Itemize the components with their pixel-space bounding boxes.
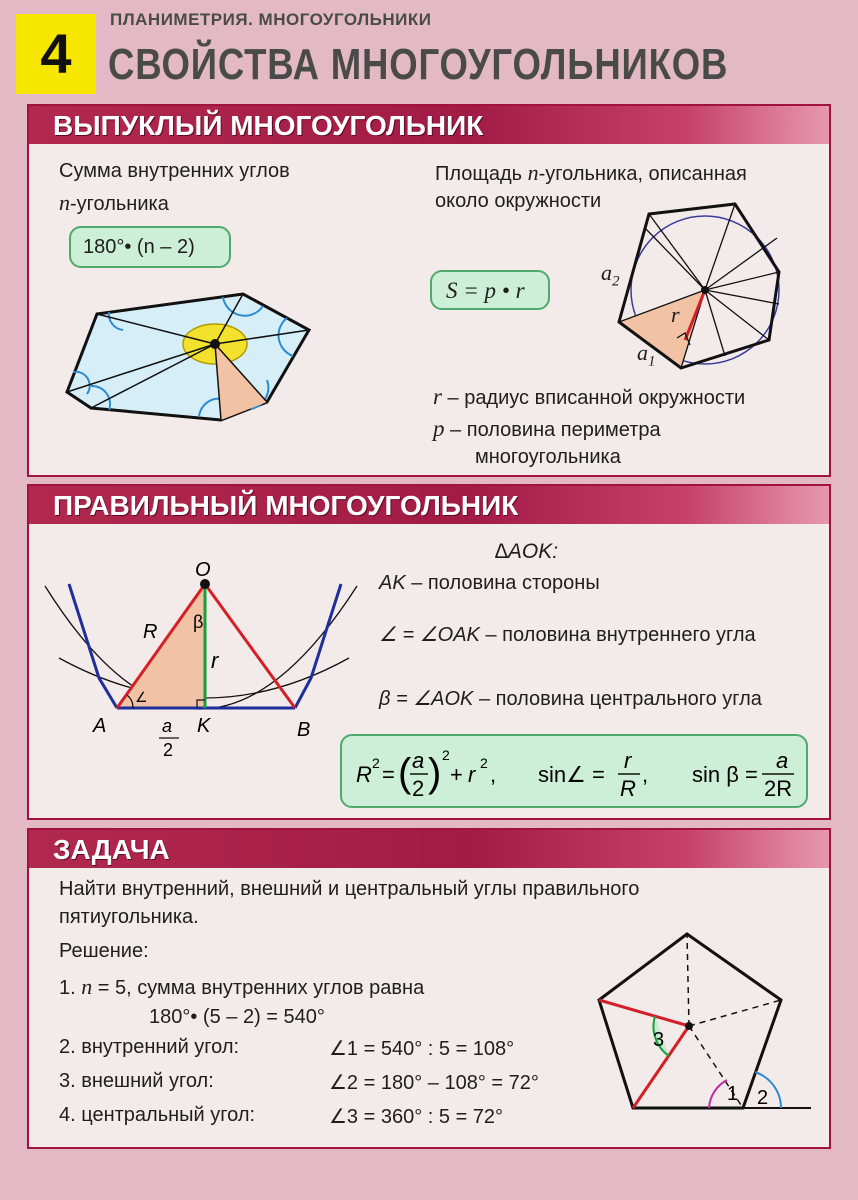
tangent-2	[705, 238, 777, 290]
center-point	[210, 339, 220, 349]
label-b: B	[297, 719, 311, 741]
a2-sub: 2	[612, 273, 620, 290]
tangent-4	[705, 290, 725, 356]
dash-right	[689, 1000, 781, 1026]
label-a: A	[93, 715, 107, 737]
f-sb-2R: 2R	[764, 776, 793, 801]
alpha-symbol: ∠ = ∠OAK	[379, 624, 480, 646]
alpha-text: – половина внутреннего угла	[479, 624, 756, 646]
f-sin-R: R	[620, 776, 636, 801]
area-text-line2: около окружности	[435, 190, 602, 212]
beta-symbol: β = ∠AOK	[379, 688, 474, 710]
f-lp: (	[398, 751, 412, 795]
ak-symbol: AK	[379, 572, 406, 594]
f-eq: =	[382, 762, 395, 787]
step-1-result: 180°• (5 – 2) = 540°	[149, 1006, 325, 1028]
label-o: O	[195, 559, 211, 581]
label-r: r	[671, 302, 680, 327]
ak-text: – половина стороны	[405, 572, 600, 594]
regular-polygon-panel	[27, 484, 831, 820]
label-r-big: R	[143, 621, 158, 643]
tangent-1	[645, 228, 705, 290]
label-half-a: a	[162, 716, 173, 736]
regular-formulas	[342, 736, 810, 810]
regular-formula-box	[340, 734, 808, 808]
radial-4	[705, 290, 769, 340]
r-text: – радиус вписанной окружности	[441, 387, 746, 409]
radial-3	[705, 272, 779, 290]
radial-1	[649, 214, 705, 290]
task-panel	[27, 828, 831, 1149]
f-sin-r: r	[624, 748, 632, 773]
step-4-value: ∠3 = 360° : 5 = 72°	[329, 1106, 504, 1128]
r-description	[433, 384, 745, 410]
regular-polygon-figure	[39, 532, 369, 792]
beta-text: – половина центрального угла	[473, 688, 762, 710]
regular-title: ПРАВИЛЬНЫЙ МНОГОУГОЛЬНИК	[53, 490, 519, 521]
side-ob	[205, 584, 295, 708]
f-R: R	[356, 762, 372, 787]
label-a2	[601, 260, 620, 290]
a1-sub: 1	[648, 353, 656, 370]
f-R-exp: 2	[372, 755, 380, 771]
area-n: n	[527, 160, 539, 185]
area-prefix: Площадь	[435, 163, 528, 185]
solution-label: Решение:	[59, 940, 149, 962]
sum-formula-box	[69, 226, 231, 268]
page-title: СВОЙСТВА МНОГОУГОЛЬНИКОВ	[108, 40, 729, 89]
f-comma: ,	[490, 762, 497, 787]
p-description-line2: многоугольника	[475, 446, 621, 468]
interior-angle-arc	[709, 1080, 727, 1108]
convex-title-bar	[29, 106, 829, 144]
red-left	[599, 1000, 689, 1026]
task-title: ЗАДАЧА	[53, 834, 170, 865]
label-half-2: 2	[163, 740, 174, 760]
area-suffix: -угольника, описанная	[538, 163, 747, 185]
f-paren-exp: 2	[442, 747, 450, 763]
label-alpha: ∠	[135, 689, 148, 705]
task-question-1: Найти внутренний, внешний и центральный углы правильного	[59, 878, 640, 900]
step-3-label: 3. внешний угол:	[59, 1070, 214, 1092]
triangle-label: ∆AOK:	[495, 540, 559, 563]
pentagon	[599, 934, 781, 1108]
label-a1	[637, 340, 656, 370]
a1-letter: a	[637, 340, 648, 365]
area-formula-box	[430, 270, 550, 310]
f-r: r	[468, 762, 476, 787]
p-text: – половина периметра	[444, 419, 661, 441]
f-sin-alpha: sin∠ =	[538, 762, 605, 787]
step-3-value: ∠2 = 180° – 108° = 72°	[329, 1072, 539, 1094]
chapter-number: 4	[16, 14, 96, 94]
sum-n: n	[59, 190, 70, 215]
regular-title-bar	[29, 486, 829, 524]
task-question-2: пятиугольника.	[59, 906, 199, 928]
angle-2-label: 2	[757, 1087, 769, 1109]
sum-text-line2	[59, 190, 169, 216]
pentagon-figure	[591, 928, 831, 1118]
f-a: a	[412, 748, 425, 773]
task-title-bar	[29, 830, 829, 868]
f-sin-beta: sin β =	[692, 762, 758, 787]
f-comma2: ,	[642, 762, 649, 787]
r-symbol: r	[433, 384, 442, 409]
center-dot	[701, 286, 709, 294]
tangent-3	[705, 290, 779, 304]
sum-text-line1: Сумма внутренних углов	[59, 160, 290, 182]
polygon-right-sides	[295, 584, 341, 708]
f-2: 2	[412, 776, 425, 801]
step-1	[59, 974, 424, 1000]
pentagon-center	[685, 1022, 693, 1030]
label-r-small: r	[211, 648, 219, 673]
p-description	[433, 416, 661, 442]
convex-polygon-panel	[27, 104, 831, 477]
step-1-num: 1.	[59, 977, 76, 999]
area-text-line1	[435, 160, 747, 186]
polygon-left-sides	[69, 584, 117, 708]
step-2-label: 2. внутренний угол:	[59, 1036, 240, 1058]
beta-description	[379, 686, 762, 711]
sum-formula: 180°• (n – 2)	[83, 236, 195, 258]
step-1-n: n	[81, 974, 93, 999]
a2-letter: a	[601, 260, 612, 285]
sum-suffix: -угольника	[70, 193, 169, 215]
label-k: K	[197, 715, 211, 737]
label-beta: β	[193, 612, 204, 632]
circumscribed-polygon-figure	[599, 198, 819, 368]
step-4-label: 4. центральный угол:	[59, 1104, 256, 1126]
step-2-value: ∠1 = 540° : 5 = 108°	[329, 1038, 515, 1060]
f-r-exp: 2	[480, 755, 488, 771]
f-rp: )	[428, 751, 442, 795]
area-formula: S = p • r	[446, 278, 525, 303]
angle-3-label: 3	[653, 1029, 665, 1051]
step-1-text: = 5, сумма внутренних углов равна	[92, 977, 425, 999]
dash-top	[687, 934, 689, 1026]
f-plus: +	[450, 762, 463, 787]
f-sb-a: a	[776, 748, 789, 773]
angle-1-label: 1	[727, 1083, 739, 1105]
section-subtitle: ПЛАНИМЕТРИЯ. МНОГОУГОЛЬНИКИ	[110, 10, 432, 29]
p-symbol: p	[433, 416, 445, 441]
ak-description	[379, 572, 600, 595]
alpha-description	[379, 622, 756, 647]
convex-polygon-figure	[57, 290, 317, 430]
convex-title: ВЫПУКЛЫЙ МНОГОУГОЛЬНИК	[53, 110, 484, 141]
